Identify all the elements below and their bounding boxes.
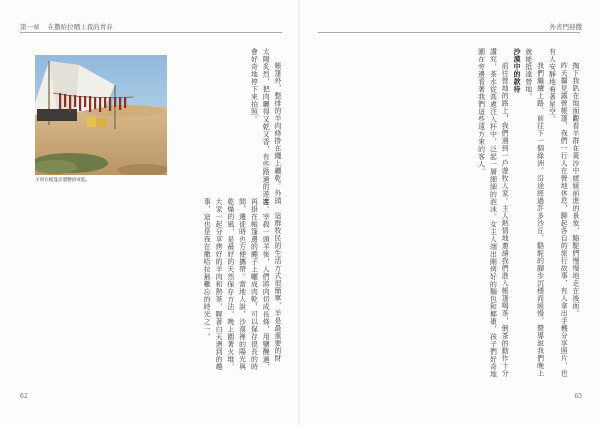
right-page xyxy=(300,0,600,425)
section-paragraph: 前往營地的路上，我們遇到一戶遊牧人家。主人熱情地邀請我們進入帳篷喝茶，倒茶的動作十分講究，茶水從高處注入杯中，泛起一層細細的泡沫。女主人端出剛烤好的麵包和椰棗，孩子們好奇地圍在旁邊看著我們這些遠方來的客人。 xyxy=(476,48,509,378)
chapter-label: 第一章 xyxy=(20,23,40,31)
section-heading: 沙漠中的款待 xyxy=(512,48,521,93)
right-text-columns xyxy=(318,48,580,378)
left-text-bottom xyxy=(20,198,282,376)
right-running-head: 外省門迎撒 xyxy=(549,23,582,31)
header-rule-right xyxy=(318,32,580,33)
page-number-right: 63 xyxy=(574,393,582,400)
left-running-head xyxy=(20,22,113,31)
photo-illustration xyxy=(35,55,167,175)
desert-photo xyxy=(35,55,167,175)
right-paragraph-1: 掏下我趴在地面觀看羊群在黃沙中緩緩前進的景象，駱駝們慢慢地走在後面。 xyxy=(571,61,579,317)
header-rule xyxy=(20,32,282,33)
right-paragraph-3: 我們繼續上路，前往下一個綠洲。沿途經過許多沙丘，駱駝的腳步沉穩而緩慢，嚮導說我們晚上就能抵達營地。 xyxy=(523,48,544,377)
right-paragraph-2: 昨天攝見露營帳篷，我們一行人在營地休息，聊起各自的旅行故事，有人拿出手機分享照片，也有人安靜地看著星空。 xyxy=(547,48,568,377)
photo-caption: 羊肉在帳篷旁邊懸掛成乾。 xyxy=(35,178,91,183)
chapter-title: 在撒哈拉晒上我的青春 xyxy=(47,23,113,31)
left-paragraph-top: 帳篷外，整排的羊肉條掛在繩上曬乾。外頭太陽炙烈，把肉曬得又乾又香，有些路過的遊客會好奇地停下來拍照。 xyxy=(249,48,281,206)
left-paragraph-bottom: 這群牧民的生活方式很簡單，羊是最重要的財產。宰殺一頭羊後，人們將肉切成長條，用鹽醃過，再掛在帳篷邊的繩子上曬成肉乾，可以保存很長的時間，遷徙時也方便攜帶。當地人說，沙漠裡的陽光與乾燥的風，是最好的天然保存方法。晚上圍著火堆，大家一起分享烤好的羊肉和熱茶，聊著白天遇到的趣事，這也是我在撒哈拉最難忘的時光之一。 xyxy=(202,198,281,371)
left-text-top xyxy=(178,48,282,206)
page-number-left: 62 xyxy=(20,393,28,400)
